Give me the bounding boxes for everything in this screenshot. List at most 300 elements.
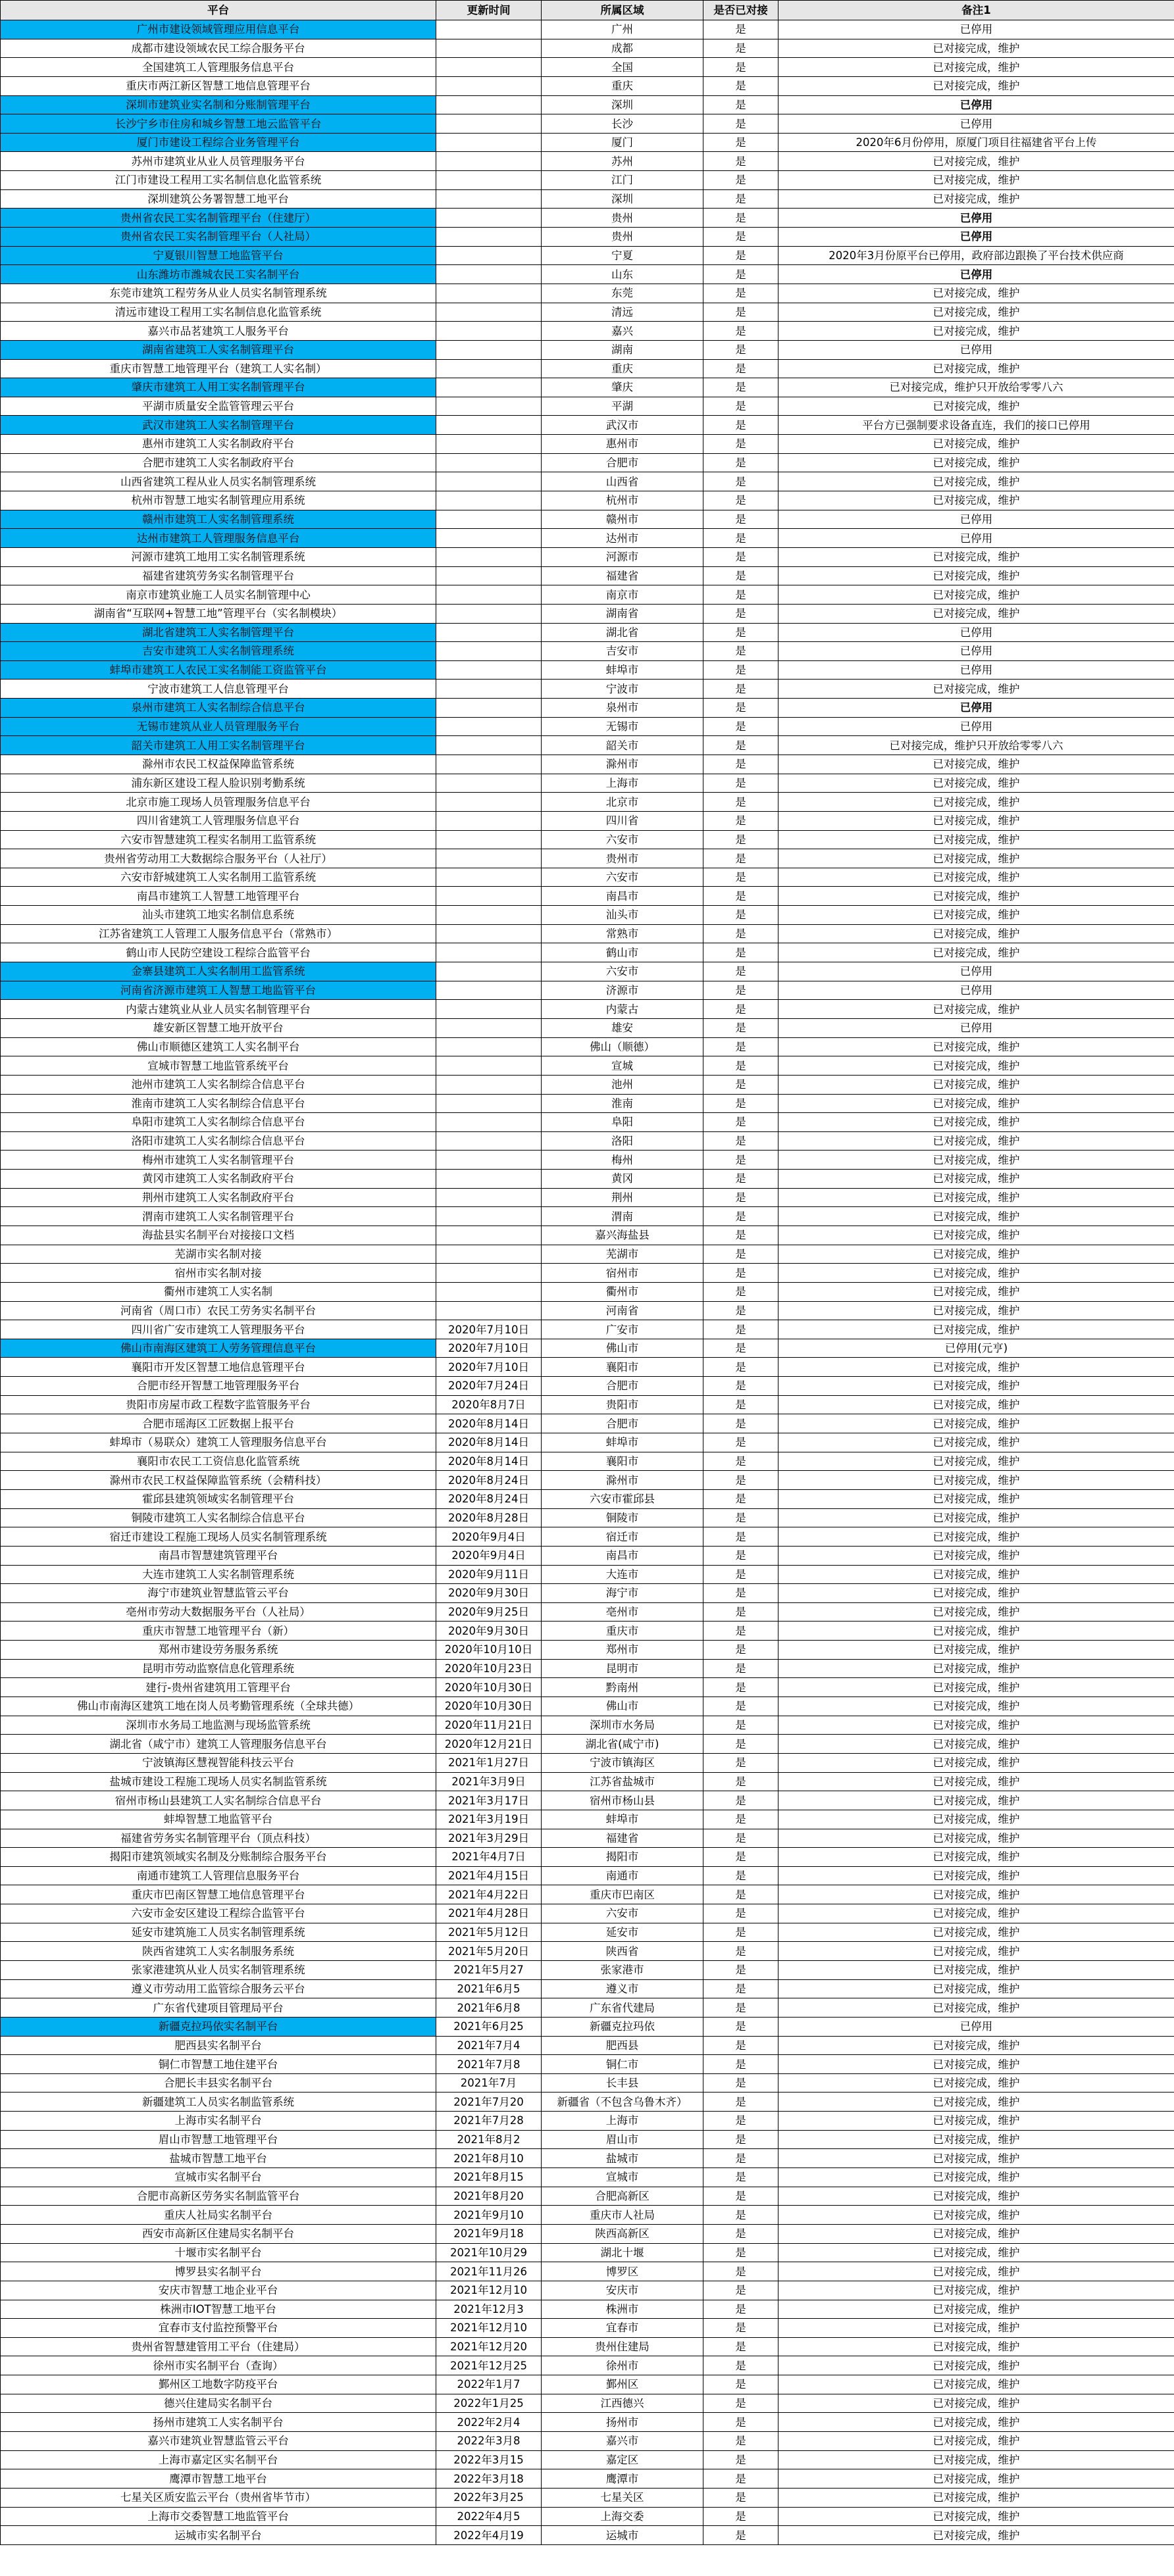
cell-region[interactable]: 泉州市 (542, 699, 703, 718)
cell-region[interactable]: 嘉兴海盐县 (542, 1226, 703, 1245)
cell-region[interactable]: 杭州市 (542, 491, 703, 510)
cell-remark[interactable]: 已对接完成，维护 (778, 1810, 1174, 1829)
cell-platform[interactable]: 六安市智慧建筑工程实名制用工监管系统 (1, 830, 436, 849)
cell-connected[interactable]: 是 (703, 1339, 778, 1358)
cell-connected[interactable]: 是 (703, 1056, 778, 1076)
cell-platform[interactable]: 贵州省智慧建管用工平台（住建局） (1, 2337, 436, 2356)
cell-region[interactable]: 平湖 (542, 397, 703, 416)
cell-connected[interactable]: 是 (703, 491, 778, 510)
cell-region[interactable]: 南昌市 (542, 1546, 703, 1565)
cell-remark[interactable]: 已对接完成，维护 (778, 189, 1174, 209)
cell-platform[interactable]: 深圳建筑公务署智慧工地平台 (1, 189, 436, 209)
cell-connected[interactable]: 是 (703, 2262, 778, 2281)
cell-update-time[interactable] (436, 58, 542, 77)
cell-update-time[interactable] (436, 1207, 542, 1226)
cell-connected[interactable]: 是 (703, 1678, 778, 1697)
cell-update-time[interactable]: 2021年4月22日 (436, 1885, 542, 1904)
cell-platform[interactable]: 清远市建设工程用工实名制信息化监管系统 (1, 303, 436, 322)
cell-region[interactable]: 深圳 (542, 95, 703, 114)
cell-remark[interactable]: 已对接完成，维护 (778, 76, 1174, 95)
cell-platform[interactable]: 重庆市两江新区智慧工地信息管理平台 (1, 76, 436, 95)
cell-connected[interactable]: 是 (703, 39, 778, 58)
cell-region[interactable]: 六安市 (542, 1904, 703, 1923)
cell-platform[interactable]: 宣城市实名制平台 (1, 2168, 436, 2187)
cell-platform[interactable]: 扬州市建筑工人实名制平台 (1, 2413, 436, 2432)
cell-remark[interactable]: 平台方已强制要求设备直连，我们的接口已停用 (778, 416, 1174, 435)
cell-connected[interactable]: 是 (703, 2112, 778, 2131)
cell-connected[interactable]: 是 (703, 981, 778, 1000)
cell-remark[interactable]: 已对接完成，维护 (778, 1772, 1174, 1791)
cell-update-time[interactable]: 2022年3月25 (436, 2488, 542, 2507)
cell-platform[interactable]: 宿州市杨山县建筑工人实名制综合信息平台 (1, 1791, 436, 1810)
cell-region[interactable]: 河南省 (542, 1301, 703, 1320)
cell-update-time[interactable] (436, 680, 542, 699)
cell-update-time[interactable] (436, 1282, 542, 1301)
cell-connected[interactable]: 是 (703, 1170, 778, 1189)
cell-remark[interactable]: 已对接完成，维护 (778, 2112, 1174, 2131)
cell-connected[interactable]: 是 (703, 1866, 778, 1885)
cell-platform[interactable]: 建行-贵州省建筑用工管理平台 (1, 1678, 436, 1697)
cell-connected[interactable]: 是 (703, 2300, 778, 2319)
cell-update-time[interactable] (436, 303, 542, 322)
cell-update-time[interactable] (436, 585, 542, 605)
cell-update-time[interactable]: 2020年7月10日 (436, 1358, 542, 1377)
cell-platform[interactable]: 张家港建筑从业人员实名制管理系统 (1, 1960, 436, 1979)
cell-platform[interactable]: 荆州市建筑工人实名制政府平台 (1, 1188, 436, 1207)
cell-remark[interactable]: 已停用 (778, 265, 1174, 284)
cell-platform[interactable]: 德兴住建局实名制平台 (1, 2394, 436, 2413)
cell-region[interactable]: 重庆 (542, 359, 703, 378)
cell-update-time[interactable]: 2021年3月17日 (436, 1791, 542, 1810)
cell-region[interactable]: 合肥高新区 (542, 2187, 703, 2206)
cell-platform[interactable]: 黄冈市建筑工人实名制政府平台 (1, 1170, 436, 1189)
cell-region[interactable]: 亳州市 (542, 1602, 703, 1622)
cell-connected[interactable]: 是 (703, 1584, 778, 1603)
cell-platform[interactable]: 宣城市智慧工地监管系统平台 (1, 1056, 436, 1076)
cell-connected[interactable]: 是 (703, 2281, 778, 2300)
cell-update-time[interactable]: 2020年10月30日 (436, 1697, 542, 1716)
cell-update-time[interactable]: 2021年7月20 (436, 2093, 542, 2112)
cell-platform[interactable]: 上海市嘉定区实名制平台 (1, 2450, 436, 2469)
cell-region[interactable]: 广东省代建局 (542, 1998, 703, 2018)
cell-remark[interactable]: 已对接完成，维护 (778, 322, 1174, 341)
cell-update-time[interactable]: 2021年3月9日 (436, 1772, 542, 1791)
cell-connected[interactable]: 是 (703, 1131, 778, 1151)
cell-platform[interactable]: 淮南市建筑工人实名制综合信息平台 (1, 1094, 436, 1113)
cell-connected[interactable]: 是 (703, 2093, 778, 2112)
cell-remark[interactable]: 已对接完成，维护 (778, 1452, 1174, 1471)
cell-connected[interactable]: 是 (703, 604, 778, 623)
cell-connected[interactable]: 是 (703, 209, 778, 228)
cell-platform[interactable]: 安庆市智慧工地企业平台 (1, 2281, 436, 2300)
cell-remark[interactable]: 已对接完成，维护 (778, 1791, 1174, 1810)
cell-platform[interactable]: 海盐县实名制平台对接接口文档 (1, 1226, 436, 1245)
cell-update-time[interactable]: 2022年4月5 (436, 2507, 542, 2526)
cell-region[interactable]: 韶关市 (542, 736, 703, 755)
cell-region[interactable]: 上海市 (542, 774, 703, 793)
cell-platform[interactable]: 海宁市建筑业智慧监管云平台 (1, 1584, 436, 1603)
cell-update-time[interactable]: 2020年7月10日 (436, 1320, 542, 1339)
cell-connected[interactable]: 是 (703, 2036, 778, 2055)
cell-remark[interactable]: 已对接完成，维护 (778, 2413, 1174, 2432)
header-update-time[interactable]: 更新时间 (436, 1, 542, 20)
cell-update-time[interactable]: 2022年3月8 (436, 2432, 542, 2451)
cell-platform[interactable]: 南昌市建筑工人智慧工地管理平台 (1, 887, 436, 906)
cell-region[interactable]: 黄冈 (542, 1170, 703, 1189)
cell-region[interactable]: 扬州市 (542, 2413, 703, 2432)
cell-remark[interactable]: 已对接完成，维护 (778, 1037, 1174, 1056)
cell-update-time[interactable] (436, 20, 542, 39)
cell-platform[interactable]: 湖南省建筑工人实名制管理平台 (1, 340, 436, 359)
cell-connected[interactable]: 是 (703, 114, 778, 134)
cell-update-time[interactable]: 2021年6月8 (436, 1998, 542, 2018)
cell-platform[interactable]: 株洲市IOT智慧工地平台 (1, 2300, 436, 2319)
cell-platform[interactable]: 合肥市经开智慧工地管理服务平台 (1, 1377, 436, 1396)
cell-region[interactable]: 铜陵市 (542, 1508, 703, 1527)
cell-update-time[interactable]: 2022年1月7 (436, 2375, 542, 2394)
cell-region[interactable]: 重庆市人社局 (542, 2206, 703, 2225)
cell-remark[interactable]: 已对接完成，维护 (778, 830, 1174, 849)
cell-update-time[interactable]: 2020年9月11日 (436, 1565, 542, 1584)
cell-platform[interactable]: 佛山市南海区建筑工人劳务管理信息平台 (1, 1339, 436, 1358)
cell-region[interactable]: 遵义市 (542, 1979, 703, 1998)
cell-update-time[interactable] (436, 322, 542, 341)
cell-remark[interactable]: 已对接完成，维护 (778, 2507, 1174, 2526)
cell-connected[interactable]: 是 (703, 20, 778, 39)
cell-region[interactable]: 郑州市 (542, 1641, 703, 1660)
cell-connected[interactable]: 是 (703, 2432, 778, 2451)
cell-region[interactable]: 荆州 (542, 1188, 703, 1207)
cell-update-time[interactable]: 2020年8月24日 (436, 1489, 542, 1508)
cell-remark[interactable]: 已对接完成，维护 (778, 1753, 1174, 1772)
cell-connected[interactable]: 是 (703, 1414, 778, 1433)
cell-platform[interactable]: 赣州市建筑工人实名制管理系统 (1, 510, 436, 529)
cell-update-time[interactable]: 2021年7月4 (436, 2036, 542, 2055)
cell-update-time[interactable]: 2021年12月3 (436, 2300, 542, 2319)
cell-connected[interactable]: 是 (703, 378, 778, 397)
cell-connected[interactable]: 是 (703, 2394, 778, 2413)
cell-remark[interactable]: 已对接完成，维护 (778, 1320, 1174, 1339)
cell-remark[interactable]: 已对接完成，维护 (778, 1979, 1174, 1998)
header-region[interactable]: 所属区域 (542, 1, 703, 20)
cell-region[interactable]: 贵阳市 (542, 1395, 703, 1414)
cell-update-time[interactable] (436, 171, 542, 190)
cell-remark[interactable]: 已对接完成，维护 (778, 171, 1174, 190)
cell-region[interactable]: 武汉市 (542, 416, 703, 435)
cell-update-time[interactable] (436, 397, 542, 416)
cell-connected[interactable]: 是 (703, 566, 778, 585)
cell-update-time[interactable] (436, 228, 542, 247)
cell-remark[interactable]: 已对接完成，维护 (778, 2300, 1174, 2319)
cell-connected[interactable]: 是 (703, 736, 778, 755)
cell-remark[interactable]: 已对接完成，维护 (778, 774, 1174, 793)
cell-update-time[interactable]: 2020年8月28日 (436, 1508, 542, 1527)
cell-update-time[interactable]: 2021年5月12日 (436, 1923, 542, 1942)
cell-connected[interactable]: 是 (703, 1772, 778, 1791)
cell-connected[interactable]: 是 (703, 623, 778, 642)
cell-update-time[interactable] (436, 1245, 542, 1264)
cell-update-time[interactable]: 2021年4月7日 (436, 1848, 542, 1867)
cell-remark[interactable]: 已对接完成，维护 (778, 2281, 1174, 2300)
cell-connected[interactable]: 是 (703, 887, 778, 906)
cell-connected[interactable]: 是 (703, 547, 778, 566)
cell-connected[interactable]: 是 (703, 1320, 778, 1339)
cell-remark[interactable]: 已对接完成，维护 (778, 755, 1174, 774)
cell-platform[interactable]: 成都市建设领域农民工综合服务平台 (1, 39, 436, 58)
cell-platform[interactable]: 揭阳市建筑领域实名制及分账制综合服务平台 (1, 1848, 436, 1867)
cell-update-time[interactable]: 2020年10月10日 (436, 1641, 542, 1660)
cell-platform[interactable]: 广州市建设领域管理应用信息平台 (1, 20, 436, 39)
cell-update-time[interactable] (436, 1113, 542, 1132)
cell-update-time[interactable] (436, 642, 542, 661)
cell-connected[interactable]: 是 (703, 906, 778, 925)
cell-remark[interactable]: 已对接完成，维护 (778, 2036, 1174, 2055)
cell-platform[interactable]: 贵州省劳动用工大数据综合服务平台（人社厅） (1, 849, 436, 868)
cell-update-time[interactable] (436, 1056, 542, 1076)
cell-platform[interactable]: 蚌埠市（易联众）建筑工人管理服务信息平台 (1, 1433, 436, 1452)
cell-remark[interactable]: 已停用 (778, 2017, 1174, 2036)
cell-remark[interactable]: 2020年6月份停用，原厦门项目往福建省平台上传 (778, 133, 1174, 152)
cell-remark[interactable]: 已对接完成，维护 (778, 2469, 1174, 2489)
cell-update-time[interactable] (436, 924, 542, 943)
cell-remark[interactable]: 已对接完成，维护 (778, 2262, 1174, 2281)
cell-update-time[interactable] (436, 510, 542, 529)
cell-region[interactable]: 六安市 (542, 962, 703, 981)
cell-connected[interactable]: 是 (703, 1753, 778, 1772)
cell-connected[interactable]: 是 (703, 793, 778, 812)
cell-connected[interactable]: 是 (703, 1885, 778, 1904)
cell-connected[interactable]: 是 (703, 246, 778, 265)
cell-remark[interactable]: 已停用 (778, 529, 1174, 548)
cell-platform[interactable]: 宿州市实名制对接 (1, 1264, 436, 1283)
cell-remark[interactable]: 已对接完成，维护 (778, 1584, 1174, 1603)
cell-connected[interactable]: 是 (703, 1000, 778, 1019)
cell-remark[interactable]: 已对接完成，维护 (778, 604, 1174, 623)
cell-region[interactable]: 梅州 (542, 1151, 703, 1170)
cell-remark[interactable]: 已对接完成，维护 (778, 1546, 1174, 1565)
cell-platform[interactable]: 渭南市建筑工人实名制管理平台 (1, 1207, 436, 1226)
cell-platform[interactable]: 运城市实名制平台 (1, 2526, 436, 2545)
cell-remark[interactable]: 已对接完成，维护 (778, 2488, 1174, 2507)
cell-remark[interactable]: 已停用 (778, 95, 1174, 114)
cell-connected[interactable]: 是 (703, 2375, 778, 2394)
cell-region[interactable]: 株洲市 (542, 2300, 703, 2319)
cell-region[interactable]: 长沙 (542, 114, 703, 134)
cell-remark[interactable]: 已对接完成，维护 (778, 906, 1174, 925)
cell-region[interactable]: 揭阳市 (542, 1848, 703, 1867)
cell-remark[interactable]: 已对接完成，维护 (778, 1866, 1174, 1885)
cell-platform[interactable]: 厦门市建设工程综合业务管理平台 (1, 133, 436, 152)
header-connected[interactable]: 是否已对接 (703, 1, 778, 20)
cell-remark[interactable]: 已对接完成，维护 (778, 1094, 1174, 1113)
cell-region[interactable]: 宜春市 (542, 2319, 703, 2338)
header-remark[interactable]: 备注1 (778, 1, 1174, 20)
cell-update-time[interactable]: 2021年12月10 (436, 2319, 542, 2338)
cell-remark[interactable]: 已对接完成，维护 (778, 1414, 1174, 1433)
cell-update-time[interactable] (436, 284, 542, 303)
cell-remark[interactable]: 已对接完成，维护 (778, 1998, 1174, 2018)
cell-remark[interactable]: 已对接完成，维护 (778, 2450, 1174, 2469)
cell-update-time[interactable] (436, 849, 542, 868)
cell-update-time[interactable]: 2021年4月15日 (436, 1866, 542, 1885)
cell-platform[interactable]: 陕西省建筑工人实名制服务系统 (1, 1942, 436, 1961)
cell-connected[interactable]: 是 (703, 642, 778, 661)
cell-remark[interactable]: 已对接完成，维护 (778, 1056, 1174, 1076)
cell-region[interactable]: 南京市 (542, 585, 703, 605)
cell-region[interactable]: 全国 (542, 58, 703, 77)
cell-platform[interactable]: 江门市建设工程用工实名制信息化监管系统 (1, 171, 436, 190)
cell-update-time[interactable] (436, 1000, 542, 1019)
cell-remark[interactable]: 已对接完成，维护 (778, 58, 1174, 77)
cell-platform[interactable]: 无锡市建筑从业人员管理服务平台 (1, 717, 436, 736)
cell-connected[interactable]: 是 (703, 1282, 778, 1301)
cell-connected[interactable]: 是 (703, 133, 778, 152)
cell-platform[interactable]: 重庆人社局实名制平台 (1, 2206, 436, 2225)
cell-platform[interactable]: 浦东新区建设工程人脸识别考勤系统 (1, 774, 436, 793)
cell-platform[interactable]: 汕头市建筑工地实名制信息系统 (1, 906, 436, 925)
cell-connected[interactable]: 是 (703, 340, 778, 359)
cell-region[interactable]: 洛阳 (542, 1131, 703, 1151)
cell-remark[interactable]: 已停用 (778, 209, 1174, 228)
cell-remark[interactable]: 已对接完成，维护 (778, 1075, 1174, 1094)
cell-region[interactable]: 六安市 (542, 868, 703, 887)
cell-region[interactable]: 宁波市镇海区 (542, 1753, 703, 1772)
cell-platform[interactable]: 广东省代建项目管理局平台 (1, 1998, 436, 2018)
cell-region[interactable]: 芜湖市 (542, 1245, 703, 1264)
cell-region[interactable]: 海宁市 (542, 1584, 703, 1603)
cell-connected[interactable]: 是 (703, 1471, 778, 1490)
cell-update-time[interactable]: 2022年1月25 (436, 2394, 542, 2413)
cell-update-time[interactable] (436, 981, 542, 1000)
cell-update-time[interactable]: 2021年7月28 (436, 2112, 542, 2131)
cell-connected[interactable]: 是 (703, 1735, 778, 1754)
cell-platform[interactable]: 河南省济源市建筑工人智慧工地监管平台 (1, 981, 436, 1000)
cell-connected[interactable]: 是 (703, 2168, 778, 2187)
cell-region[interactable]: 厦门 (542, 133, 703, 152)
cell-connected[interactable]: 是 (703, 284, 778, 303)
cell-region[interactable]: 湖南 (542, 340, 703, 359)
cell-platform[interactable]: 南京市建筑业施工人员实名制管理中心 (1, 585, 436, 605)
cell-region[interactable]: 无锡市 (542, 717, 703, 736)
cell-update-time[interactable] (436, 189, 542, 209)
cell-update-time[interactable]: 2020年9月4日 (436, 1546, 542, 1565)
cell-region[interactable]: 眉山市 (542, 2130, 703, 2149)
cell-region[interactable]: 吉安市 (542, 642, 703, 661)
cell-platform[interactable]: 贵州省农民工实名制管理平台（住建厅） (1, 209, 436, 228)
cell-remark[interactable]: 已对接完成，维护 (778, 397, 1174, 416)
cell-region[interactable]: 福建省 (542, 1829, 703, 1848)
cell-connected[interactable]: 是 (703, 2149, 778, 2168)
cell-region[interactable]: 重庆市 (542, 1622, 703, 1641)
cell-region[interactable]: 贵州市 (542, 849, 703, 868)
cell-remark[interactable]: 已对接完成，维护 (778, 2243, 1174, 2262)
cell-platform[interactable]: 湖南省“互联网+智慧工地”管理平台（实名制模块） (1, 604, 436, 623)
cell-region[interactable]: 昆明市 (542, 1659, 703, 1678)
cell-remark[interactable]: 已对接完成，维护 (778, 1659, 1174, 1678)
cell-platform[interactable]: 山西省建筑工程从业人员实名制管理系统 (1, 472, 436, 491)
cell-region[interactable]: 阜阳 (542, 1113, 703, 1132)
cell-platform[interactable]: 霍邱县建筑领域实名制管理平台 (1, 1489, 436, 1508)
cell-region[interactable]: 肇庆 (542, 378, 703, 397)
cell-remark[interactable]: 已对接完成，维护 (778, 2356, 1174, 2375)
cell-connected[interactable]: 是 (703, 152, 778, 171)
cell-update-time[interactable] (436, 868, 542, 887)
cell-platform[interactable]: 四川省广安市建筑工人管理服务平台 (1, 1320, 436, 1339)
cell-connected[interactable]: 是 (703, 1075, 778, 1094)
cell-region[interactable]: 福建省 (542, 566, 703, 585)
cell-connected[interactable]: 是 (703, 1546, 778, 1565)
cell-connected[interactable]: 是 (703, 1923, 778, 1942)
cell-connected[interactable]: 是 (703, 1377, 778, 1396)
cell-remark[interactable]: 已对接完成，维护 (778, 811, 1174, 830)
cell-region[interactable]: 内蒙古 (542, 1000, 703, 1019)
cell-platform[interactable]: 六安市舒城建筑工人实名制用工监管系统 (1, 868, 436, 887)
cell-connected[interactable]: 是 (703, 755, 778, 774)
cell-remark[interactable]: 已对接完成，维护 (778, 2187, 1174, 2206)
cell-connected[interactable]: 是 (703, 868, 778, 887)
cell-remark[interactable]: 已对接完成，维护 (778, 887, 1174, 906)
cell-connected[interactable]: 是 (703, 472, 778, 491)
cell-update-time[interactable] (436, 1037, 542, 1056)
cell-platform[interactable]: 肥西县实名制平台 (1, 2036, 436, 2055)
cell-remark[interactable]: 2020年3月份原平台已停用，政府部边跟换了平台技术供应商 (778, 246, 1174, 265)
cell-update-time[interactable]: 2020年9月25日 (436, 1602, 542, 1622)
cell-platform[interactable]: 平湖市质量安全监管管理云平台 (1, 397, 436, 416)
cell-update-time[interactable] (436, 623, 542, 642)
cell-region[interactable]: 深圳市水务局 (542, 1716, 703, 1735)
cell-platform[interactable]: 新疆建筑工人员实名制监管系统 (1, 2093, 436, 2112)
cell-remark[interactable]: 已对接完成，维护 (778, 491, 1174, 510)
cell-connected[interactable]: 是 (703, 95, 778, 114)
cell-update-time[interactable] (436, 793, 542, 812)
cell-region[interactable]: 佛山市 (542, 1339, 703, 1358)
cell-remark[interactable]: 已停用 (778, 981, 1174, 1000)
cell-region[interactable]: 博罗区 (542, 2262, 703, 2281)
cell-update-time[interactable]: 2021年8月20 (436, 2187, 542, 2206)
cell-remark[interactable]: 已对接完成，维护 (778, 152, 1174, 171)
cell-update-time[interactable]: 2021年3月19日 (436, 1810, 542, 1829)
cell-remark[interactable]: 已对接完成，维护只开放给零零八六 (778, 378, 1174, 397)
cell-remark[interactable]: 已对接完成，维护 (778, 453, 1174, 472)
cell-connected[interactable]: 是 (703, 2243, 778, 2262)
cell-remark[interactable]: 已对接完成，维护 (778, 1471, 1174, 1490)
cell-platform[interactable]: 东莞市建筑工程劳务从业人员实名制管理系统 (1, 284, 436, 303)
cell-region[interactable]: 渭南 (542, 1207, 703, 1226)
cell-update-time[interactable]: 2021年12月10 (436, 2281, 542, 2300)
cell-connected[interactable]: 是 (703, 2224, 778, 2243)
cell-platform[interactable]: 铜陵市建筑工人实名制综合信息平台 (1, 1508, 436, 1527)
cell-connected[interactable]: 是 (703, 2469, 778, 2489)
cell-connected[interactable]: 是 (703, 76, 778, 95)
cell-connected[interactable]: 是 (703, 2206, 778, 2225)
cell-connected[interactable]: 是 (703, 2017, 778, 2036)
cell-remark[interactable]: 已对接完成，维护 (778, 1829, 1174, 1848)
cell-remark[interactable]: 已对接完成，维护 (778, 547, 1174, 566)
cell-connected[interactable]: 是 (703, 2488, 778, 2507)
cell-connected[interactable]: 是 (703, 322, 778, 341)
cell-update-time[interactable]: 2021年4月28日 (436, 1904, 542, 1923)
cell-update-time[interactable]: 2022年4月19 (436, 2526, 542, 2545)
cell-remark[interactable]: 已对接完成，维护 (778, 1245, 1174, 1264)
cell-region[interactable]: 广州 (542, 20, 703, 39)
cell-platform[interactable]: 宁波市建筑工人信息管理平台 (1, 680, 436, 699)
cell-connected[interactable]: 是 (703, 849, 778, 868)
cell-connected[interactable]: 是 (703, 1264, 778, 1283)
cell-platform[interactable]: 苏州市建筑业从业人员管理服务平台 (1, 152, 436, 171)
cell-remark[interactable]: 已对接完成，维护 (778, 1885, 1174, 1904)
cell-platform[interactable]: 湖北省建筑工人实名制管理平台 (1, 623, 436, 642)
cell-connected[interactable]: 是 (703, 2507, 778, 2526)
